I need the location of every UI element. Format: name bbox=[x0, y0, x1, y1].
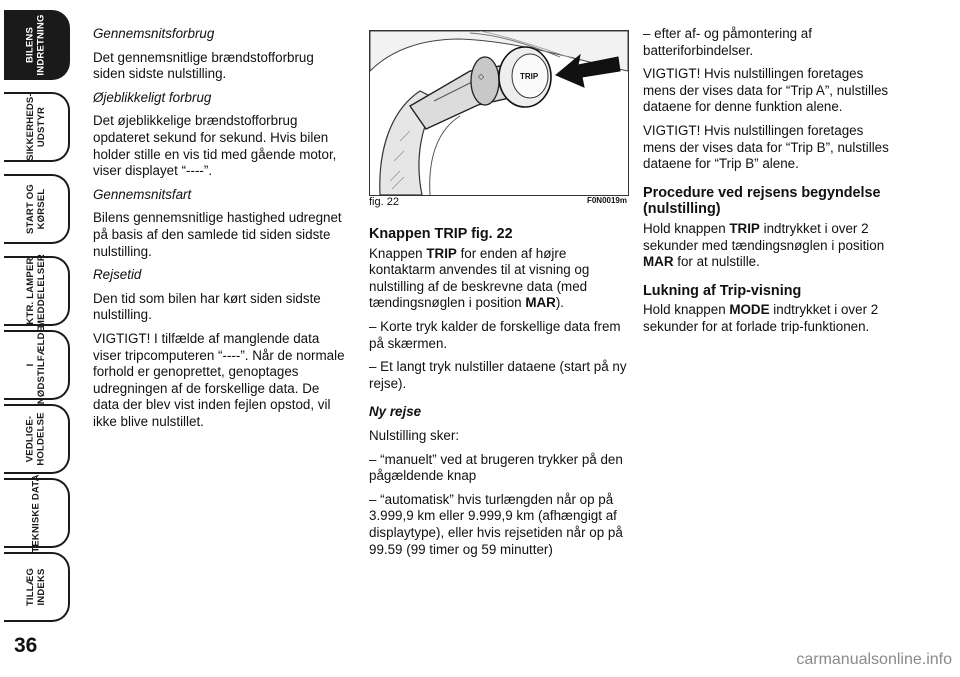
trip-knob-label: TRIP bbox=[520, 72, 539, 81]
text: indtrykket i over 2 sekunder for at forlade trip-funktionen. bbox=[643, 302, 879, 334]
text-bold: MAR bbox=[525, 295, 556, 311]
figure-label: fig. 22 bbox=[369, 196, 399, 208]
figure-code: F0N0019m bbox=[586, 196, 627, 205]
figure-caption bbox=[369, 196, 629, 210]
section-heading: Lukning af Trip-visning bbox=[643, 282, 802, 299]
svg-text:◇: ◇ bbox=[478, 72, 485, 81]
tab-sikkerhedsudstyr[interactable] bbox=[4, 92, 70, 162]
chapter-sidebar bbox=[0, 0, 72, 677]
tab-bilens-indretning[interactable] bbox=[4, 10, 70, 80]
text-bold: TRIP bbox=[729, 220, 760, 236]
paragraph: – Et langt tryk nulstiller dataene (start på ny rejse). bbox=[369, 359, 627, 391]
text-bold: MAR bbox=[643, 254, 674, 270]
text: for enden af højre kontaktarm anvendes til at visning og nulstilling af de beskrevne data (med tændingsnøglen i position bbox=[369, 245, 590, 311]
watermark: carmanualsonline.info bbox=[796, 651, 952, 668]
paragraph: – efter af- og påmontering af batteriforbindelser. bbox=[643, 26, 812, 58]
subheading: Ny rejse bbox=[369, 404, 422, 420]
text: ). bbox=[555, 295, 565, 311]
tab-tekniske-data[interactable] bbox=[4, 473, 70, 553]
tab-ktr-lamper[interactable] bbox=[4, 256, 70, 326]
column-3 bbox=[643, 26, 897, 343]
tab-label: BILENS INDRETNING bbox=[25, 14, 47, 76]
page-number: 36 bbox=[14, 634, 38, 657]
tab-vedligeholdelse[interactable] bbox=[4, 404, 70, 474]
paragraph bbox=[369, 246, 629, 312]
paragraph: – “automatisk” hvis turlængden når op på 3.999,9 km eller 9.999,9 km (afhængigt af displaytype), eller hvis rejsetiden når op på 99.59 (99 timer og 59 minutter) bbox=[369, 491, 623, 557]
subheading: Gennemsnitsfart bbox=[93, 186, 192, 202]
tab-label: SIKKERHEDS- UDSTYR bbox=[25, 93, 47, 161]
column-1 bbox=[93, 26, 347, 437]
text: Hold knappen bbox=[643, 302, 730, 318]
subheading: Gennemsnitsforbrug bbox=[93, 26, 215, 41]
paragraph bbox=[643, 302, 897, 335]
tab-nodstilfaelde[interactable] bbox=[4, 325, 70, 405]
paragraph: Den tid som bilen har kørt siden sidste nulstilling. bbox=[93, 290, 321, 323]
paragraph: Nulstilling sker: bbox=[369, 427, 460, 443]
tab-label: I NØDSTILFÆLDE bbox=[25, 325, 47, 405]
paragraph: – Korte tryk kalder de forskellige data frem på skærmen. bbox=[369, 318, 621, 351]
paragraph: Bilens gennemsnitlige hastighed udregnet på basis af den samlede tid siden sidste nulstilling. bbox=[93, 210, 342, 259]
section-heading: Procedure ved rejsens begyndelse (nulstilling) bbox=[643, 184, 881, 218]
tab-label: TEKNISKE DATA bbox=[30, 473, 42, 553]
stalk-illustration bbox=[370, 31, 628, 195]
tab-label: TILLÆG INDEKS bbox=[24, 567, 47, 607]
text: indtrykket i over 2 sekunder med tændingsnøglen i position bbox=[643, 220, 885, 253]
text-bold: TRIP bbox=[426, 245, 457, 261]
text: Hold knappen bbox=[643, 220, 730, 236]
paragraph: VIGTIGT! Hvis nulstillingen foretages mens der vises data for “Trip B”, nulstilles dataene for “Trip B” alene. bbox=[643, 122, 889, 172]
paragraph: – “manuelt” ved at brugeren trykker på den pågældende knap bbox=[369, 451, 623, 484]
section-heading: Knappen TRIP fig. 22 bbox=[369, 226, 513, 242]
paragraph: Det øjeblikkelige brændstofforbrug opdateret sekund for sekund. Hvis bilen holder stille en vis tid med gående motor, viser displayet “----”. bbox=[93, 113, 337, 179]
text: for at nulstille. bbox=[673, 254, 760, 270]
column-2 bbox=[369, 226, 629, 565]
tab-label: START OG KØRSEL bbox=[24, 184, 47, 234]
tab-label: VEDLIGE- HOLDELSE bbox=[24, 412, 47, 466]
figure-trip-button bbox=[369, 30, 629, 196]
text-bold: MODE bbox=[729, 302, 770, 318]
paragraph: VIGTIGT! I tilfælde af manglende data viser tripcomputeren “----”. Når de normale forhold er genoprettet, genoptages udregningen af de forskellige data. De data der blev vist inden fejlen opstod, vil ikke blive nulstillet. bbox=[93, 330, 345, 429]
paragraph: Det gennemsnitlige brændstofforbrug siden sidste nulstilling. bbox=[93, 49, 314, 82]
tab-label: KTR. LAMPER MEDDELELSER bbox=[25, 254, 48, 328]
subheading: Rejsetid bbox=[93, 267, 142, 283]
tab-tillaeg-indeks[interactable] bbox=[4, 552, 70, 622]
text: Knappen bbox=[369, 245, 427, 261]
subheading: Øjeblikkeligt forbrug bbox=[93, 89, 212, 105]
paragraph bbox=[643, 221, 897, 271]
tab-start-og-korsel[interactable] bbox=[4, 174, 70, 244]
paragraph: VIGTIGT! Hvis nulstillingen foretages mens der vises data for “Trip A”, nulstilles dataene for denne funktion alene. bbox=[643, 66, 889, 115]
